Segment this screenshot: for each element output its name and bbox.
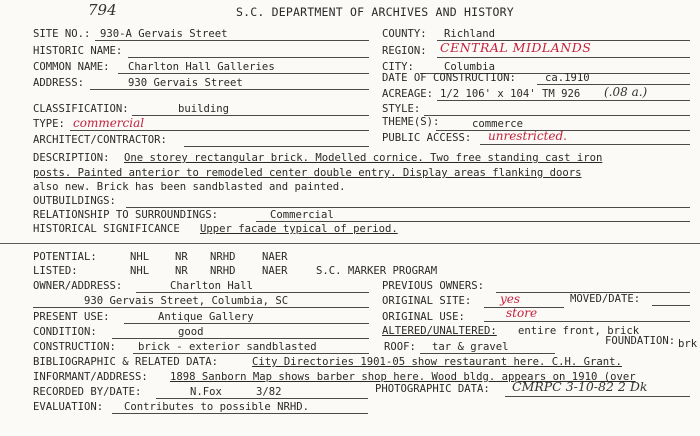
outbuildings-label: OUTBUILDINGS: (33, 195, 116, 207)
county-label: COUNTY: (382, 28, 427, 40)
marker-program-label: S.C. MARKER PROGRAM (316, 265, 438, 277)
evaluation-label: EVALUATION: (33, 401, 104, 413)
section-divider (0, 243, 700, 244)
owner-name: Charlton Hall (170, 280, 253, 292)
significance-label: HISTORICAL SIGNIFICANCE (33, 223, 180, 235)
listed-code-nrhd: NRHD (210, 265, 236, 277)
card-number: 794 (88, 1, 117, 19)
altered-value: entire front, brick (518, 325, 640, 337)
address-label: ADDRESS: (33, 77, 85, 89)
type-label: TYPE: (33, 118, 65, 130)
public-access-label: PUBLIC ACCESS: (382, 132, 472, 144)
region-label: REGION: (382, 45, 427, 57)
moved-label: MOVED/DATE: (570, 293, 641, 305)
owner-address: 930 Gervais Street, Columbia, SC (84, 295, 289, 307)
bibliography-value: City Directories 1901-05 show restaurant here. C.H. Grant. (252, 356, 622, 368)
foundation-value: brk (678, 338, 698, 350)
construction-label: CONSTRUCTION: (33, 341, 116, 353)
site-no-value: 930-A Gervais Street (100, 28, 228, 40)
acreage-note: (.08 a.) (604, 85, 648, 99)
original-site-value: yes (500, 292, 521, 306)
acreage-label: ACREAGE: (382, 88, 434, 100)
altered-label: ALTERED/UNALTERED: (382, 325, 497, 337)
themes-value: commerce (472, 118, 524, 130)
recorded-label: RECORDED BY/DATE: (33, 386, 142, 398)
county-value: Richland (444, 28, 496, 40)
recorded-by: N.Fox (190, 386, 222, 398)
common-name-label: COMMON NAME: (33, 61, 110, 73)
acreage-value: 1/2 106' x 104' TM 926 (440, 88, 581, 100)
site-no-label: SITE NO.: (33, 28, 91, 40)
potential-label: POTENTIAL: (33, 251, 97, 263)
city-label: CITY: (382, 61, 414, 73)
photo-value: CMRPC 3-10-82 2 Dk (512, 379, 648, 394)
listed-code-naer: NAER (262, 265, 288, 277)
potential-code-nr: NR (175, 251, 188, 263)
common-name-value: Charlton Hall Galleries (128, 61, 275, 73)
previous-owners-label: PREVIOUS OWNERS: (382, 280, 485, 292)
historic-name-label: HISTORIC NAME: (33, 45, 123, 57)
relationship-label: RELATIONSHIP TO SURROUNDINGS: (33, 209, 218, 221)
description-line-1: One storey rectangular brick. Modelled cornice. Two free standing cast iron (124, 152, 603, 164)
listed-label: LISTED: (33, 265, 78, 277)
recorded-date: 3/82 (256, 386, 282, 398)
style-label: STYLE: (382, 103, 421, 115)
roof-label: ROOF: (384, 341, 416, 353)
potential-code-naer: NAER (262, 251, 288, 263)
present-use-value: Antique Gallery (158, 311, 254, 323)
classification-value: building (178, 103, 230, 115)
bibliography-label: BIBLIOGRAPHIC & RELATED DATA: (33, 356, 218, 368)
date-value: ca.1910 (545, 72, 590, 84)
region-value: CENTRAL MIDLANDS (440, 40, 592, 55)
present-use-label: PRESENT USE: (33, 311, 110, 323)
listed-code-nr: NR (175, 265, 188, 277)
page-title: S.C. DEPARTMENT OF ARCHIVES AND HISTORY (236, 5, 514, 19)
description-label: DESCRIPTION: (33, 152, 110, 164)
informant-value: 1898 Sanborn Map shows barber shop here. Wood bldg. appears on 1910 (over (170, 371, 636, 383)
condition-label: CONDITION: (33, 326, 97, 338)
original-site-label: ORIGINAL SITE: (382, 295, 472, 307)
potential-code-nrhd: NRHD (210, 251, 236, 263)
informant-label: INFORMANT/ADDRESS: (33, 371, 148, 383)
original-use-label: ORIGINAL USE: (382, 311, 465, 323)
condition-value: good (178, 326, 204, 338)
public-access-value: unrestricted. (488, 129, 567, 143)
photo-label: PHOTOGRAPHIC DATA: (375, 383, 490, 395)
construction-value: brick - exterior sandblasted (138, 341, 317, 353)
classification-label: CLASSIFICATION: (33, 103, 129, 115)
owner-label: OWNER/ADDRESS: (33, 280, 123, 292)
roof-value: tar & gravel (432, 341, 509, 353)
description-line-3: also new. Brick has been sandblasted and painted. (33, 181, 346, 193)
themes-label: THEME(S): (382, 116, 440, 128)
foundation-label: FOUNDATION: (605, 335, 676, 347)
architect-label: ARCHITECT/CONTRACTOR: (33, 134, 167, 146)
evaluation-value: Contributes to possible NRHD. (124, 401, 309, 413)
listed-code-nhl: NHL (130, 265, 150, 277)
potential-code-nhl: NHL (130, 251, 150, 263)
city-value: Columbia (444, 61, 496, 73)
date-label: DATE OF CONSTRUCTION: (382, 72, 516, 84)
type-value: commercial (73, 116, 145, 130)
original-use-value: store (506, 306, 538, 320)
significance-value: Upper facade typical of period. (200, 223, 398, 235)
relationship-value: Commercial (270, 209, 334, 221)
description-line-2: posts. Painted anterior to remodeled center double entry. Display areas flanking doors (33, 167, 582, 179)
address-value: 930 Gervais Street (128, 77, 243, 89)
